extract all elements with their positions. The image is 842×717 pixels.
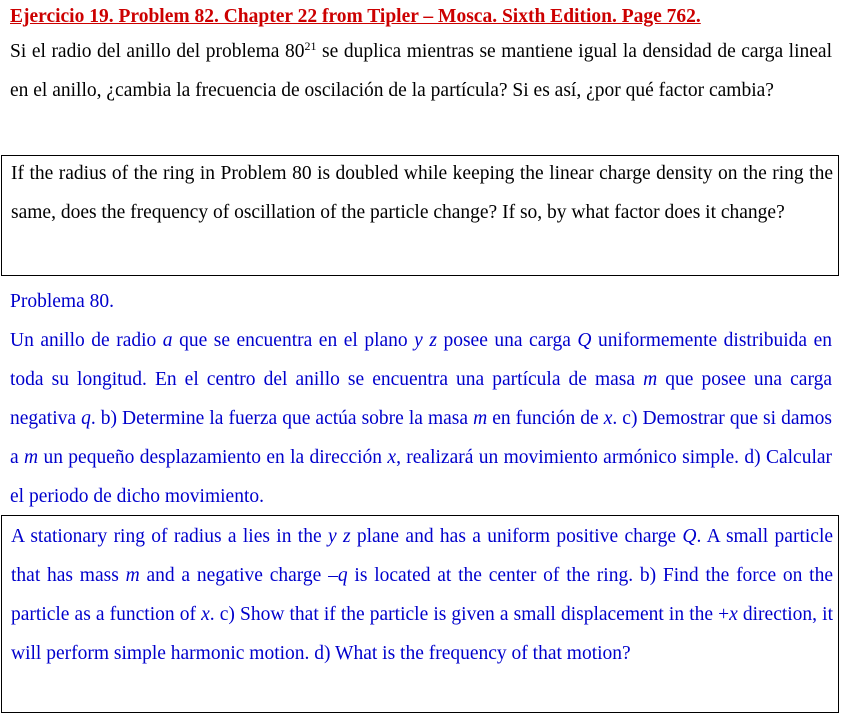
footnote-marker: 21 xyxy=(304,39,317,53)
problem80-spanish: Un anillo de radio a que se encuentra en el plano y z posee una carga Q uniformemente distribuida en toda su longitud. En el centro del anillo se encuentra una partícula de masa m que posee una carga negativa q. b) Determine la fuerza que actúa sobre la masa m en función de x. c) Demostrar que si damos a m un pequeño desplazamiento en la dirección x, realizará un movimiento armónico simple. d) Calcular el periodo de dicho movimiento. xyxy=(10,330,833,507)
english-question-box xyxy=(1,155,839,276)
spanish-question: Si el radio del anillo del problema $80^{21}$ se duplica mientras se mantiene igual la densidad de carga lineal en el anillo, ¿cambia la frecuencia de oscilación de la partícula? Si es así, ¿por qué factor cambia? xyxy=(10,39,832,101)
problem80-english: A stationary ring of radius a lies in the y z plane and has a uniform positive charge Q. A small particle that has mass m and a negative charge –q is located at the center of the ring. b) Find the force on the particle as a function of x. c) Show that if the particle is given a small displacement in the +x direction, it will perform simple harmonic motion. d) What is the frequency of that motion? xyxy=(11,526,834,664)
problem80-english-box xyxy=(1,515,839,713)
problem80-heading: Problema 80. xyxy=(10,291,114,312)
english-question: If the radius of the ring in Problem 80 is doubled while keeping the linear charge density on the ring the same, does the frequency of oscillation of the particle change? If so, by what factor does it change? xyxy=(11,163,833,223)
exercise-title: Ejercicio 19. Problem 82. Chapter 22 from Tipler – Mosca. Sixth Edition. Page 762. xyxy=(10,6,701,27)
